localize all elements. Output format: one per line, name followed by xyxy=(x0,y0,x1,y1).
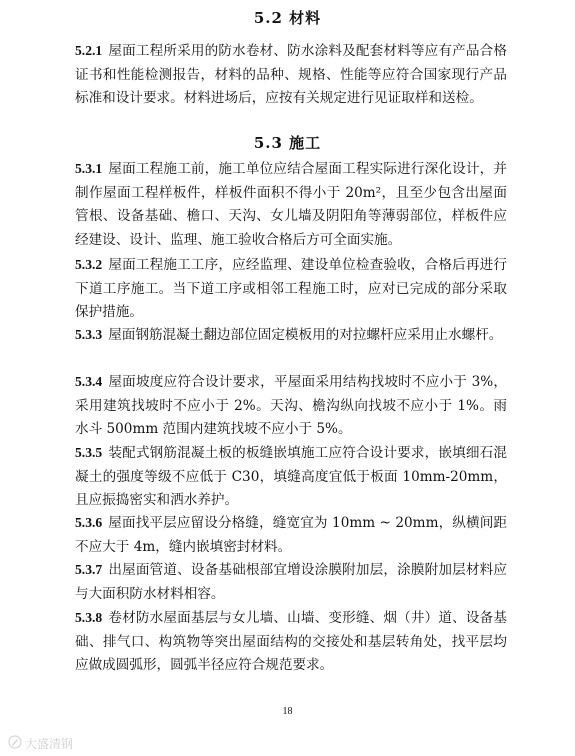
clause-text: 屋面钢筋混凝土翻边部位固定模板用的对拉螺杆应采用止水螺杆。 xyxy=(108,327,503,343)
clause-text: 出屋面管道、设备基础根部宜增设涂膜附加层，涂膜附加层材料应与大面积防水材料相容。 xyxy=(75,562,507,602)
clause-text: 屋面找平层应留设分格缝，缝宽宜为 10mm ~ 20mm，纵横间距不应大于 4m，缝内嵌填密封材料。 xyxy=(75,515,507,555)
clause-5-3-3 xyxy=(75,323,507,348)
section-heading-5-2: 5.2 材料 xyxy=(253,9,322,27)
clause-text: 屋面工程所采用的防水卷材、防水涂料及配套材料等应有产品合格证书和性能检测报告，材料的品种、规格、性能等应符合国家现行产品标准和设计要求。材料进场后，应按有关规定进行见证取样和送检。 xyxy=(75,43,507,107)
clause-number: 5.3.2 xyxy=(75,257,103,272)
pen-icon xyxy=(8,734,22,753)
clause-number: 5.3.6 xyxy=(75,515,103,530)
clause-number: 5.3.7 xyxy=(75,562,103,577)
clause-5-3-1 xyxy=(75,157,507,253)
clause-number: 5.3.1 xyxy=(75,161,103,176)
clause-number: 5.2.1 xyxy=(75,43,103,58)
clause-5-3-8 xyxy=(75,606,507,678)
clause-number: 5.3.8 xyxy=(75,610,103,625)
clause-number: 5.3.3 xyxy=(75,327,103,342)
watermark-text: 大盛清钢 xyxy=(25,736,74,751)
clause-text: 卷材防水屋面基层与女儿墙、山墙、变形缝、烟（井）道、设备基础、排气口、构筑物等突出屋面结构的交接处和基层转角处，找平层均应做成圆弧形，圆弧半径应符合规范要求。 xyxy=(75,610,507,674)
watermark xyxy=(8,735,73,751)
section-heading-5-3: 5.3 施工 xyxy=(253,134,322,152)
page-number: 18 xyxy=(282,706,293,717)
clause-text: 屋面工程施工工序，应经监理、建设单位检查验收，合格后再进行下道工序施工。当下道工序或相邻工程施工时，应对已完成的部分采取保护措施。 xyxy=(75,257,507,321)
clause-5-3-5 xyxy=(75,441,507,513)
clause-5-3-6 xyxy=(75,511,507,559)
clause-5-3-7 xyxy=(75,558,507,606)
clause-number: 5.3.5 xyxy=(75,445,103,460)
clause-5-2-1 xyxy=(75,39,507,111)
clause-text: 屋面坡度应符合设计要求，平屋面采用结构找坡时不应小于 3%，采用建筑找坡时不应小于 2%。天沟、檐沟纵向找坡不应小于 1%。雨水斗 500mm 范围内建筑找坡不应小于 5%。 xyxy=(75,374,507,438)
clause-number: 5.3.4 xyxy=(75,374,103,389)
clause-text: 装配式钢筋混凝土板的板缝嵌填施工应符合设计要求，嵌填细石混凝土的强度等级不应低于 C30，填缝高度宜低于板面 10mm-20mm，且应振捣密实和洒水养护。 xyxy=(75,445,507,509)
clause-5-3-4 xyxy=(75,370,507,442)
clause-5-3-2 xyxy=(75,253,507,325)
clause-text: 屋面工程施工前，施工单位应结合屋面工程实际进行深化设计，并制作屋面工程样板件，样板件面积不得小于 20m²，且至少包含出屋面管根、设备基础、檐口、天沟、女儿墙及阴阳角等薄弱部位，样板件应经建设、设计、监理、施工验收合格后方可全面实施。 xyxy=(75,161,507,249)
